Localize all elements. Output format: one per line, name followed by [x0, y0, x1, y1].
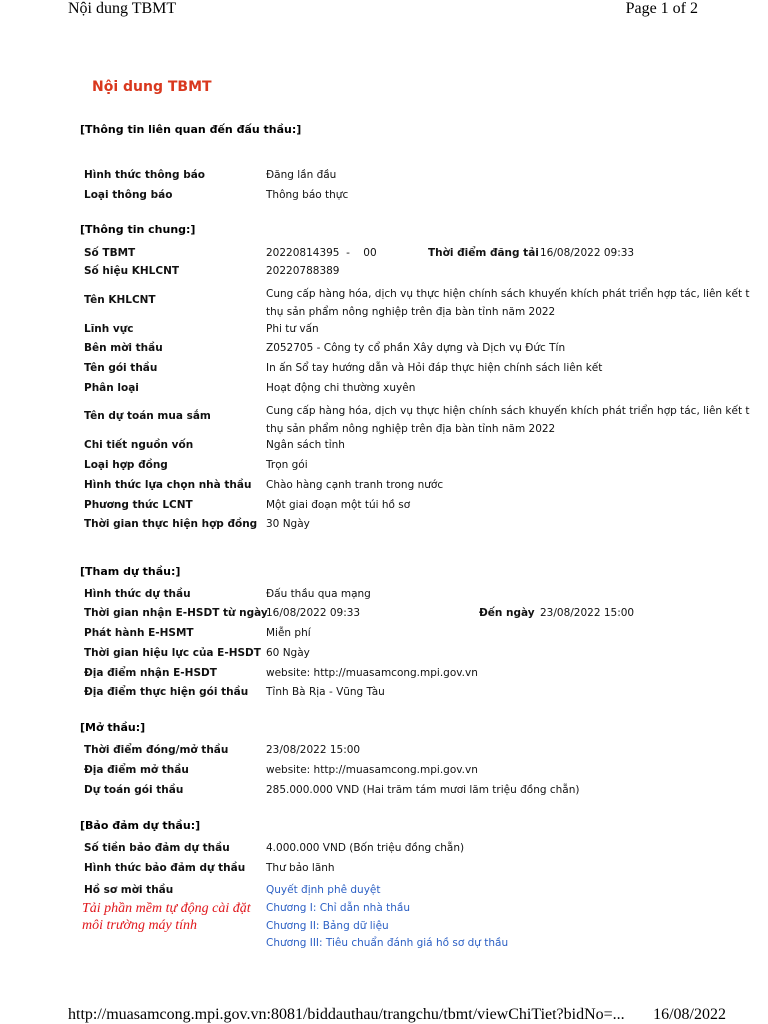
field-label: Tên gói thầu: [84, 362, 158, 374]
field-value: 23/08/2022 15:00: [540, 607, 635, 619]
print-header-title: Nội dung TBMT: [68, 0, 177, 17]
field-value: Chào hàng cạnh tranh trong nước: [266, 479, 444, 491]
field-label: Thời gian thực hiện hợp đồng: [84, 518, 258, 530]
section-heading-bid-info: [Thông tin liên quan đến đấu thầu:]: [80, 123, 302, 136]
field-label: Hình thức thông báo: [84, 169, 206, 181]
field-label: Thời điểm đăng tải: [428, 247, 539, 259]
field-label: Bên mời thầu: [84, 342, 163, 354]
field-label: Phân loại: [84, 382, 139, 394]
field-label: Dự toán gói thầu: [84, 784, 184, 796]
field-label: Hồ sơ mời thầu: [84, 884, 174, 896]
field-label: Địa điểm nhận E-HSDT: [84, 667, 217, 679]
field-label: Loại hợp đồng: [84, 459, 168, 471]
field-value: Hoạt động chi thường xuyên: [266, 382, 416, 394]
field-value: 4.000.000 VND (Bốn triệu đồng chẵn): [266, 842, 465, 854]
field-label: Lĩnh vực: [84, 323, 134, 335]
field-value: 60 Ngày: [266, 647, 310, 659]
field-label: Phương thức LCNT: [84, 499, 193, 511]
field-value: 30 Ngày: [266, 518, 310, 530]
field-value: 16/08/2022 09:33: [266, 607, 361, 619]
print-header-page: Page 1 of 2: [625, 0, 698, 17]
page-title: Nội dung TBMT: [92, 79, 212, 95]
field-value-line2: thụ sản phẩm nông nghiệp trên địa bàn tỉnh năm 2022: [266, 306, 556, 318]
field-value: Ngân sách tỉnh: [266, 439, 345, 451]
field-label: Hình thức bảo đảm dự thầu: [84, 862, 246, 874]
field-label: Số hiệu KHLCNT: [84, 265, 180, 277]
field-label: Số TBMT: [84, 247, 136, 259]
field-label: Thời gian nhận E-HSDT từ ngày: [84, 607, 268, 619]
section-heading-general: [Thông tin chung:]: [80, 223, 196, 236]
field-value-line1: Cung cấp hàng hóa, dịch vụ thực hiện chính sách khuyến khích phát triển hợp tác, liên kết t: [266, 405, 750, 417]
field-value: 20220814395 - 00: [266, 247, 377, 259]
field-label: Phát hành E-HSMT: [84, 627, 194, 639]
field-label: Hình thức dự thầu: [84, 588, 191, 600]
field-label: Đến ngày: [479, 607, 535, 619]
field-value: Đấu thầu qua mạng: [266, 588, 371, 600]
field-label: Hình thức lựa chọn nhà thầu: [84, 479, 252, 491]
field-value: Một giai đoạn một túi hồ sơ: [266, 499, 411, 511]
field-label: Loại thông báo: [84, 189, 173, 201]
field-value: Phi tư vấn: [266, 323, 319, 335]
field-value: Miễn phí: [266, 627, 311, 639]
field-value: 20220788389: [266, 265, 340, 277]
field-value: Tỉnh Bà Rịa - Vũng Tàu: [266, 686, 385, 698]
field-value: Thư bảo lãnh: [266, 862, 335, 874]
field-label: Thời điểm đóng/mở thầu: [84, 744, 229, 756]
field-label: Số tiền bảo đảm dự thầu: [84, 842, 230, 854]
section-heading-guarantee: [Bảo đảm dự thầu:]: [80, 819, 201, 832]
field-label: Chi tiết nguồn vốn: [84, 439, 194, 451]
field-label: Thời gian hiệu lực của E-HSDT: [84, 647, 261, 659]
section-heading-bidding: [Tham dự thầu:]: [80, 565, 181, 578]
field-value: website: http://muasamcong.mpi.gov.vn: [266, 764, 478, 776]
field-value: In ấn Sổ tay hướng dẫn và Hỏi đáp thực hiện chính sách liên kết: [266, 362, 603, 374]
field-value: Đăng lần đầu: [266, 169, 337, 181]
field-label: Tên KHLCNT: [84, 294, 156, 306]
field-value-line1: Cung cấp hàng hóa, dịch vụ thực hiện chính sách khuyến khích phát triển hợp tác, liên kết t: [266, 288, 750, 300]
promo-install-software-link[interactable]: Tải phần mềm tự động cài đặt môi trường máy tính: [82, 901, 251, 933]
field-value: website: http://muasamcong.mpi.gov.vn: [266, 667, 478, 679]
print-footer-url: http://muasamcong.mpi.gov.vn:8081/biddauthau/trangchu/tbmt/viewChiTiet?bidNo=...: [68, 1006, 625, 1023]
field-label: Địa điểm mở thầu: [84, 764, 189, 776]
field-value-line2: thụ sản phẩm nông nghiệp trên địa bàn tỉnh năm 2022: [266, 423, 556, 435]
link-chuong-2[interactable]: Chương II: Bảng dữ liệu: [266, 920, 389, 932]
field-value: 23/08/2022 15:00: [266, 744, 361, 756]
field-value: Thông báo thực: [266, 189, 349, 201]
field-label: Tên dự toán mua sắm: [84, 410, 211, 422]
field-label: Địa điểm thực hiện gói thầu: [84, 686, 249, 698]
link-chuong-1[interactable]: Chương I: Chỉ dẫn nhà thầu: [266, 902, 410, 914]
field-value: 285.000.000 VND (Hai trăm tám mươi lăm triệu đồng chẵn): [266, 784, 580, 796]
print-footer-date: 16/08/2022: [653, 1006, 726, 1023]
field-value: Z052705 - Công ty cổ phần Xây dựng và Dịch vụ Đức Tín: [266, 342, 566, 354]
field-value: 16/08/2022 09:33: [540, 247, 635, 259]
link-chuong-3[interactable]: Chương III: Tiêu chuẩn đánh giá hồ sơ dự thầu: [266, 937, 509, 949]
field-value: Trọn gói: [266, 459, 308, 471]
section-heading-opening: [Mở thầu:]: [80, 721, 146, 734]
link-quyet-dinh-phe-duyet[interactable]: Quyết định phê duyệt: [266, 884, 381, 896]
